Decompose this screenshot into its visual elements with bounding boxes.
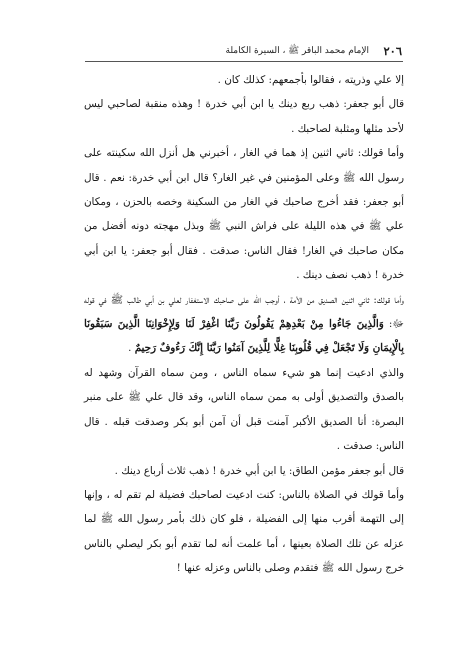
header-rule: [85, 61, 403, 62]
paragraph-4: [84, 288, 404, 361]
page-header: [85, 44, 402, 58]
quran-verse: وَالَّذِينَ جَاءُوا مِنْ بَعْدِهِمْ يَقُولُونَ رَبَّنَا اغْفِرْ لَنَا وَلِإِخْوَانِنَا الَّذِينَ سَبَقُونَا بِالْإِيمَانِ وَلَا تَجْعَلْ فِي قُلُوبِنَا غِلًّا لِلَّذِينَ آمَنُوا رَبَّنَا إِنَّكَ رَءُوفٌ رَحِيمٌ: [84, 318, 404, 355]
running-title: الإمام محمد الباقر ﷺ ، السيرة الكاملة: [225, 46, 369, 56]
paragraph-5: والذي ادعيت إنما هو شيء سماه الناس ، ومن سماه القرآن وشهد له بالصدق والتصديق أولى به ممن سماه الناس، وقد قال علي ﷺ على منبر البصرة: أنا الصديق الأكبر آمنت قبل أن آمن أبو بكر وصدقت قبله . قال الناس: صدقت .: [84, 366, 404, 453]
paragraph-1: إلا علي وذريته ، فقالوا بأجمعهم: كذلك كان .: [217, 74, 404, 86]
paragraph-4-intro: وأما قولك: ثاني اثنين الصديق من الأمة ، أوجب الله على صاحبك الاستغفار لعلي بن أبي طالب ﷺ في قوله ﷻ:: [84, 293, 404, 331]
paragraph-2: قال أبو جعفر: ذهب ربع دينك يا ابن أبي خدرة ! وهذه منقبة لصاحبي ليس لأحد مثلها ومثلبة لصاحبك .: [84, 98, 404, 135]
body-text: [84, 68, 404, 581]
paragraph-3: وأما قولك: ثاني اثنين إذ هما في الغار ، أخبرني هل أنزل الله سكينته على رسول الله ﷺ وعلى المؤمنين في غير الغار؟ قال ابن أبي خدرة: نعم . قال أبو جعفر: فقد أخرج صاحبك في الغار من السكينة وخصه بالحزن ، ومكان علي ﷺ في هذه الليلة على فراش النبي ﷺ وبذل مهجته دونه أفضل من مكان صاحبك في الغار! فقال الناس: صدقت . فقال أبو جعفر: يا ابن أبي خدرة ! ذهب نصف دينك .: [84, 147, 404, 282]
page-number: ٢٠٦: [383, 44, 402, 58]
paragraph-4-end: .: [128, 342, 135, 355]
paragraph-7: وأما قولك في الصلاة بالناس: كنت ادعيت لصاحبك فضيلة لم تقم له ، وإنها إلى التهمة أقرب منها إلى الفضيلة ، فلو كان ذلك بأمر رسول الله ﷺ لما عزله عن تلك الصلاة بعينها ، أما علمت أنه لما تقدم أبو بكر ليصلي بالناس خرج رسول الله ﷺ فتقدم وصلى بالناس وعزله عنها !: [84, 488, 404, 575]
paragraph-6: قال أبو جعفر مؤمن الطاق: يا ابن أبي خدرة ! ذهب ثلاث أرباع دينك .: [114, 464, 404, 477]
